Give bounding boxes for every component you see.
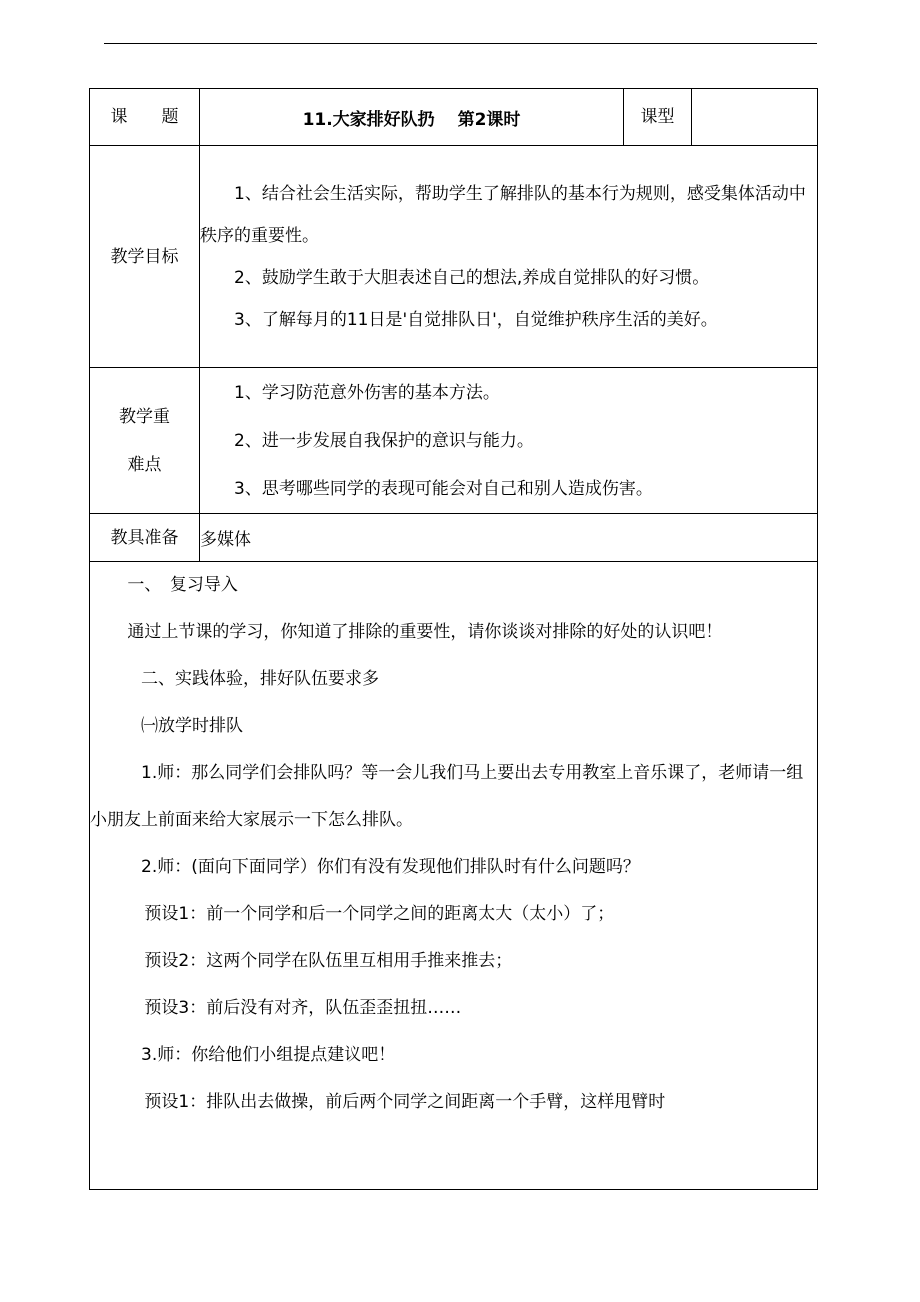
section2-title: 二、实践体验，排好队伍要求多 bbox=[141, 669, 379, 689]
goal-item: 1、结合社会生活实际，帮助学生了解排队的基本行为规则，感受集体活动中秩序的重要性。 bbox=[200, 183, 806, 246]
difficulties-label bbox=[90, 368, 200, 514]
goal-item: 3、了解每月的11日是'自觉排队日'，自觉维护秩序生活的美好。 bbox=[234, 309, 718, 330]
tools-row bbox=[90, 514, 818, 562]
step-2: 2.师：(面向下面同学）你们有没有发现他们排队时有什么问题吗？ bbox=[141, 857, 640, 877]
lesson-title bbox=[200, 89, 624, 146]
preset-4: 预设1：排队出去做操，前后两个同学之间距离一个手臂，这样甩臂时 bbox=[144, 1092, 666, 1112]
topic-label: 课 题 bbox=[90, 89, 200, 146]
difficulties-label-line2: 难点 bbox=[127, 454, 162, 475]
header-rule bbox=[104, 43, 817, 44]
lesson-plan-table bbox=[89, 88, 818, 1190]
step-1: 1.师：那么同学们会排队吗？等一会儿我们马上要出去专用教室上音乐课了，老师请一组小朋友上前面来给大家展示一下怎么排队。 bbox=[90, 763, 804, 830]
difficulty-item: 3、思考哪些同学的表现可能会对自己和别人造成伤害。 bbox=[234, 478, 653, 499]
difficulties-label-line1: 教学重 bbox=[119, 406, 170, 427]
difficulties-row bbox=[90, 368, 818, 514]
preset-2: 预设2：这两个同学在队伍里互相用手推来推去； bbox=[144, 951, 513, 971]
goals-row bbox=[90, 146, 818, 368]
difficulty-item: 1、学习防范意外伤害的基本方法。 bbox=[234, 382, 500, 403]
type-value bbox=[692, 89, 818, 146]
section1-text: 通过上节课的学习，你知道了排除的重要性，请你谈谈对排除的好处的认识吧！ bbox=[127, 622, 723, 642]
process-row bbox=[90, 562, 818, 1190]
step-3: 3.师：你给他们小组提点建议吧！ bbox=[141, 1045, 396, 1065]
goals-label: 教学目标 bbox=[90, 146, 200, 368]
sub1-title: ㈠放学时排队 bbox=[141, 716, 243, 736]
tools-value: 多媒体 bbox=[200, 514, 818, 562]
difficulties-content bbox=[200, 368, 818, 514]
process-content bbox=[90, 562, 818, 1190]
tools-label: 教具准备 bbox=[90, 514, 200, 562]
difficulty-item: 2、进一步发展自我保护的意识与能力。 bbox=[234, 430, 534, 451]
type-label: 课型 bbox=[624, 89, 692, 146]
preset-1: 预设1：前一个同学和后一个同学之间的距离太大（太小）了； bbox=[144, 904, 615, 924]
goals-content bbox=[200, 146, 818, 368]
preset-3: 预设3：前后没有对齐，队伍歪歪扭扭…… bbox=[144, 998, 462, 1018]
lesson-title-text: 11.大家排好队扔 第2课时 bbox=[302, 109, 521, 130]
goal-item: 2、鼓励学生敢于大胆表述自己的想法,养成自觉排队的好习惯。 bbox=[234, 267, 710, 288]
section1-title: 一、 复习导入 bbox=[127, 575, 238, 595]
title-row bbox=[90, 89, 818, 146]
